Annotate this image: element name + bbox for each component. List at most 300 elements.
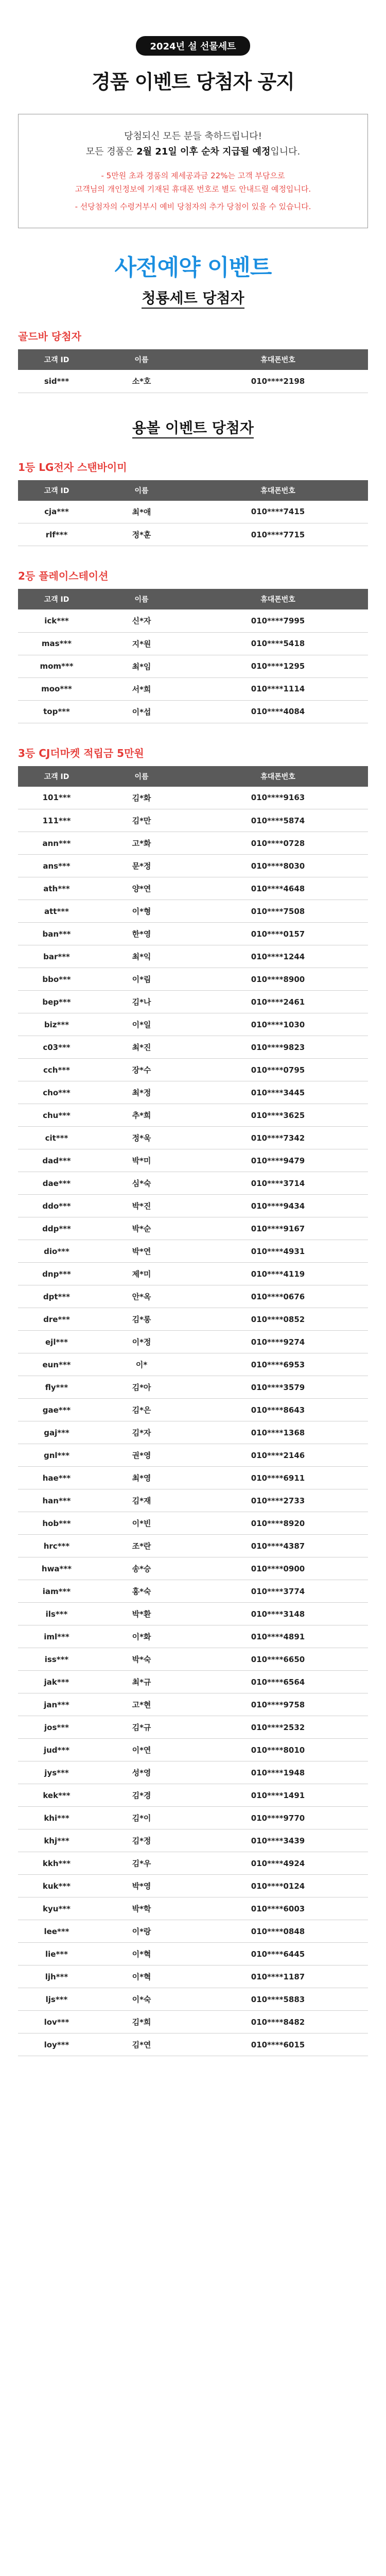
cell-id: iam*** (18, 1580, 95, 1603)
cell-phone: 010****3579 (188, 1376, 368, 1399)
table-row (18, 501, 368, 523)
cell-id: ann*** (18, 832, 95, 855)
notice-caution1a: - 5만원 초과 경품의 제세공과금 22%는 고객 부담으로 (101, 171, 285, 180)
cell-phone: 010****2733 (188, 1489, 368, 1512)
table-row (18, 1943, 368, 1965)
cell-name: 장*수 (95, 1059, 188, 1081)
cell-name: 박*진 (95, 1195, 188, 1217)
cell-id: 111*** (18, 809, 95, 832)
cell-id: iml*** (18, 1625, 95, 1648)
cell-phone: 010****0124 (188, 1875, 368, 1897)
cell-name: 심*숙 (95, 1172, 188, 1195)
notice-caution2: - 선당첨자의 수령거부시 예비 당첨자의 추가 당첨이 있을 수 있습니다. (75, 202, 311, 211)
table-row (18, 877, 368, 900)
cell-name: 추*희 (95, 1104, 188, 1127)
cell-name: 김*연 (95, 2033, 188, 2056)
cell-id: ick*** (18, 609, 95, 632)
notice-line2 (29, 144, 357, 160)
cell-name: 김*정 (95, 1829, 188, 1852)
cell-name: 소*호 (95, 370, 188, 393)
header-name: 이름 (134, 772, 149, 781)
header-name: 이름 (134, 596, 149, 604)
cell-name: 안*옥 (95, 1285, 188, 1308)
cell-phone: 010****9758 (188, 1693, 368, 1716)
table-row (18, 1308, 368, 1331)
group-label: 골드바 당첨자 (18, 330, 81, 343)
table-row (18, 855, 368, 877)
cell-phone: 010****9167 (188, 1217, 368, 1240)
cell-phone: 010****8030 (188, 855, 368, 877)
cell-id: iss*** (18, 1648, 95, 1671)
table-row (18, 1648, 368, 1671)
cell-name: 지*원 (95, 632, 188, 655)
cell-id: ans*** (18, 855, 95, 877)
cell-id: dpt*** (18, 1285, 95, 1308)
cell-id: ljh*** (18, 1965, 95, 1988)
table-row (18, 1716, 368, 1739)
table-row (18, 1875, 368, 1897)
cell-phone: 010****6911 (188, 1467, 368, 1489)
table-row (18, 1897, 368, 1920)
cell-name: 김*경 (95, 1784, 188, 1807)
table-row (18, 632, 368, 655)
cell-id: gae*** (18, 1399, 95, 1421)
cell-name: 최*진 (95, 1036, 188, 1059)
cell-phone: 010****1368 (188, 1421, 368, 1444)
cell-name: 최*익 (95, 945, 188, 968)
table-row (18, 1693, 368, 1716)
notice-line2-bold: 2월 21일 이후 순차 지급될 예정 (136, 146, 271, 157)
winners-table (18, 349, 368, 393)
table-row (18, 1807, 368, 1829)
table-row (18, 1557, 368, 1580)
cell-id: bep*** (18, 991, 95, 1013)
header-id: 고객 ID (44, 772, 69, 781)
section2-groups (0, 459, 386, 2057)
cell-name: 김*만 (95, 809, 188, 832)
table-row (18, 945, 368, 968)
cell-id: loy*** (18, 2033, 95, 2056)
cell-phone: 010****5883 (188, 1988, 368, 2011)
table-row (18, 1013, 368, 1036)
cell-id: mom*** (18, 655, 95, 677)
cell-name: 박*영 (95, 1875, 188, 1897)
header-phone: 휴대폰번호 (260, 772, 295, 781)
header-name: 이름 (134, 356, 149, 364)
notice-caution1 (29, 169, 357, 196)
cell-name: 이*형 (95, 900, 188, 923)
cell-phone: 010****8482 (188, 2011, 368, 2033)
header-id: 고객 ID (44, 356, 69, 364)
cell-id: bar*** (18, 945, 95, 968)
cell-name: 김*은 (95, 1399, 188, 1421)
cell-phone: 010****4648 (188, 877, 368, 900)
table-row (18, 1104, 368, 1127)
cell-name: 이*빈 (95, 1512, 188, 1535)
cell-phone: 010****2532 (188, 1716, 368, 1739)
cell-id: khj*** (18, 1829, 95, 1852)
cell-phone: 010****8643 (188, 1399, 368, 1421)
cell-name: 송*승 (95, 1557, 188, 1580)
table-row (18, 1920, 368, 1943)
cell-name: 박*미 (95, 1149, 188, 1172)
cell-phone: 010****0848 (188, 1920, 368, 1943)
cell-name: 이*정 (95, 1331, 188, 1353)
winners-table (18, 480, 368, 547)
cell-phone: 010****3445 (188, 1081, 368, 1104)
table-row (18, 1829, 368, 1852)
table-row (18, 1739, 368, 1761)
cell-id: ljs*** (18, 1988, 95, 2011)
cell-name: 박*환 (95, 1603, 188, 1625)
cell-phone: 010****2198 (188, 370, 368, 393)
cell-phone: 010****3439 (188, 1829, 368, 1852)
table-row (18, 832, 368, 855)
cell-id: dnp*** (18, 1263, 95, 1285)
cell-name: 최*규 (95, 1671, 188, 1693)
header-name: 이름 (134, 486, 149, 495)
cell-name: 이*숙 (95, 1988, 188, 2011)
cell-name: 김*나 (95, 991, 188, 1013)
table-row (18, 1399, 368, 1421)
cell-id: rlf*** (18, 523, 95, 546)
table-row (18, 1988, 368, 2011)
cell-phone: 010****1295 (188, 655, 368, 677)
table-row (18, 1421, 368, 1444)
cell-phone: 010****7342 (188, 1127, 368, 1149)
cell-id: jan*** (18, 1693, 95, 1716)
cell-name: 김*화 (95, 787, 188, 809)
section1-groups (0, 328, 386, 393)
cell-name: 이*일 (95, 1013, 188, 1036)
cell-id: dad*** (18, 1149, 95, 1172)
cell-name: 한*영 (95, 923, 188, 945)
cell-phone: 010****4924 (188, 1852, 368, 1875)
cell-id: chu*** (18, 1104, 95, 1127)
cell-phone: 010****9770 (188, 1807, 368, 1829)
cell-name: 정*훈 (95, 523, 188, 546)
cell-phone: 010****4084 (188, 700, 368, 723)
cell-name: 박*연 (95, 1240, 188, 1263)
cell-phone: 010****6564 (188, 1671, 368, 1693)
cell-name: 고*화 (95, 832, 188, 855)
event-title: 사전예약 이벤트 (114, 255, 272, 281)
cell-id: 101*** (18, 787, 95, 809)
cell-name: 김*규 (95, 1716, 188, 1739)
cell-id: jak*** (18, 1671, 95, 1693)
cell-name: 이*림 (95, 968, 188, 991)
winners-table (18, 766, 368, 2057)
table-row (18, 1625, 368, 1648)
table-row (18, 1376, 368, 1399)
cell-name: 최*애 (95, 501, 188, 523)
cell-name: 이*섭 (95, 700, 188, 723)
cell-phone: 010****5874 (188, 809, 368, 832)
cell-id: kkh*** (18, 1852, 95, 1875)
header (0, 0, 386, 94)
cell-id: cho*** (18, 1081, 95, 1104)
cell-phone: 010****0676 (188, 1285, 368, 1308)
cell-name: 김*롱 (95, 1308, 188, 1331)
cell-phone: 010****2461 (188, 991, 368, 1013)
cell-id: ddp*** (18, 1217, 95, 1240)
cell-phone: 010****4931 (188, 1240, 368, 1263)
cell-id: han*** (18, 1489, 95, 1512)
cell-id: att*** (18, 900, 95, 923)
table-row (18, 2033, 368, 2056)
cell-id: hwa*** (18, 1557, 95, 1580)
cell-name: 이* (95, 1353, 188, 1376)
header-id: 고객 ID (44, 596, 69, 604)
table-row (18, 809, 368, 832)
cell-id: fly*** (18, 1376, 95, 1399)
cell-phone: 010****1187 (188, 1965, 368, 1988)
cell-name: 이*화 (95, 1625, 188, 1648)
cell-phone: 010****3774 (188, 1580, 368, 1603)
table-row (18, 1444, 368, 1467)
cell-phone: 010****1030 (188, 1013, 368, 1036)
cell-phone: 010****1244 (188, 945, 368, 968)
cell-phone: 010****7508 (188, 900, 368, 923)
cell-id: lie*** (18, 1943, 95, 1965)
cell-id: gnl*** (18, 1444, 95, 1467)
cell-phone: 010****0728 (188, 832, 368, 855)
group-label: 2등 플레이스테이션 (18, 570, 109, 582)
cell-name: 김*자 (95, 1421, 188, 1444)
cell-id: cja*** (18, 501, 95, 523)
cell-name: 김*아 (95, 1376, 188, 1399)
cell-id: top*** (18, 700, 95, 723)
cell-phone: 010****8900 (188, 968, 368, 991)
cell-name: 조*란 (95, 1535, 188, 1557)
cell-phone: 010****8010 (188, 1739, 368, 1761)
cell-phone: 010****7415 (188, 501, 368, 523)
cell-id: ejl*** (18, 1331, 95, 1353)
table-row (18, 923, 368, 945)
cell-id: eun*** (18, 1353, 95, 1376)
notice-line2-post: 입니다. (270, 146, 301, 157)
cell-phone: 010****1948 (188, 1761, 368, 1784)
cell-name: 김*이 (95, 1807, 188, 1829)
table-row (18, 1172, 368, 1195)
cell-id: dre*** (18, 1308, 95, 1331)
cell-name: 박*순 (95, 1217, 188, 1240)
cell-phone: 010****2146 (188, 1444, 368, 1467)
table-row (18, 1081, 368, 1104)
cell-phone: 010****9479 (188, 1149, 368, 1172)
cell-phone: 010****4387 (188, 1535, 368, 1557)
group-label: 1등 LG전자 스탠바이미 (18, 461, 127, 473)
cell-phone: 010****6650 (188, 1648, 368, 1671)
cell-id: ddo*** (18, 1195, 95, 1217)
table-header-row (18, 349, 368, 370)
table-header-row (18, 766, 368, 787)
header-phone: 휴대폰번호 (260, 356, 295, 364)
notice-caution1b: 고객님의 개인정보에 기재된 휴대폰 번호로 별도 안내드릴 예정입니다. (75, 184, 311, 194)
cell-phone: 010****9823 (188, 1036, 368, 1059)
cell-name: 최*임 (95, 655, 188, 677)
notice-box (18, 114, 368, 228)
event-badge: 2024년 설 선물세트 (136, 36, 251, 56)
table-row (18, 991, 368, 1013)
table-row (18, 1489, 368, 1512)
table-row (18, 1127, 368, 1149)
cell-id: ban*** (18, 923, 95, 945)
table-row (18, 1331, 368, 1353)
cell-name: 김*우 (95, 1852, 188, 1875)
cell-phone: 010****4119 (188, 1263, 368, 1285)
table-row (18, 609, 368, 632)
table-row (18, 1671, 368, 1693)
cell-phone: 010****6953 (188, 1353, 368, 1376)
table-row (18, 523, 368, 546)
header-phone: 휴대폰번호 (260, 596, 295, 604)
cell-id: lov*** (18, 2011, 95, 2033)
cell-phone: 010****8920 (188, 1512, 368, 1535)
group-label: 3등 CJ더마켓 적립금 5만원 (18, 747, 144, 759)
cell-phone: 010****0900 (188, 1557, 368, 1580)
table-row (18, 2011, 368, 2033)
table-row (18, 1240, 368, 1263)
cell-phone: 010****9163 (188, 787, 368, 809)
table-row (18, 1535, 368, 1557)
cell-phone: 010****1491 (188, 1784, 368, 1807)
cell-name: 이*랑 (95, 1920, 188, 1943)
notice-line1: 당첨되신 모든 분들 축하드립니다! (124, 131, 262, 142)
cell-name: 양*연 (95, 877, 188, 900)
page-title: 경품 이벤트 당첨자 공지 (92, 71, 294, 93)
cell-name: 이*혁 (95, 1943, 188, 1965)
table-row (18, 1467, 368, 1489)
cell-phone: 010****1114 (188, 677, 368, 700)
table-row (18, 1285, 368, 1308)
cell-phone: 010****7715 (188, 523, 368, 546)
cell-id: kyu*** (18, 1897, 95, 1920)
cell-phone: 010****6445 (188, 1943, 368, 1965)
header-id: 고객 ID (44, 486, 69, 495)
table-row (18, 900, 368, 923)
cell-name: 최*정 (95, 1081, 188, 1104)
cell-name: 제*미 (95, 1263, 188, 1285)
table-row (18, 700, 368, 723)
table-row (18, 1512, 368, 1535)
table-row (18, 1036, 368, 1059)
table-row (18, 655, 368, 677)
cell-phone: 010****9274 (188, 1331, 368, 1353)
table-row (18, 1784, 368, 1807)
cell-id: mas*** (18, 632, 95, 655)
table-row (18, 1603, 368, 1625)
cell-name: 서*희 (95, 677, 188, 700)
cell-id: ath*** (18, 877, 95, 900)
cell-id: jys*** (18, 1761, 95, 1784)
cell-phone: 010****0852 (188, 1308, 368, 1331)
cell-id: gaj*** (18, 1421, 95, 1444)
winners-table (18, 589, 368, 723)
cell-id: hob*** (18, 1512, 95, 1535)
cell-name: 이*혁 (95, 1965, 188, 1988)
cell-id: khi*** (18, 1807, 95, 1829)
cell-id: biz*** (18, 1013, 95, 1036)
cell-id: kuk*** (18, 1875, 95, 1897)
table-row (18, 1263, 368, 1285)
cell-phone: 010****3625 (188, 1104, 368, 1127)
table-row (18, 1059, 368, 1081)
section1-subtitle (0, 287, 386, 308)
cell-phone: 010****9434 (188, 1195, 368, 1217)
table-row (18, 968, 368, 991)
notice-line2-pre: 모든 경품은 (85, 146, 137, 157)
cell-phone: 010****5418 (188, 632, 368, 655)
cell-name: 김*재 (95, 1489, 188, 1512)
cell-name: 박*숙 (95, 1648, 188, 1671)
table-row (18, 370, 368, 393)
cell-name: 홍*숙 (95, 1580, 188, 1603)
section2-subtitle-text: 용볼 이벤트 당첨자 (132, 419, 254, 438)
cell-name: 최*영 (95, 1467, 188, 1489)
cell-id: lee*** (18, 1920, 95, 1943)
cell-phone: 010****0157 (188, 923, 368, 945)
cell-phone: 010****3148 (188, 1603, 368, 1625)
table-row (18, 677, 368, 700)
section2-subtitle (0, 417, 386, 437)
cell-phone: 010****7995 (188, 609, 368, 632)
cell-id: jud*** (18, 1739, 95, 1761)
cell-name: 권*영 (95, 1444, 188, 1467)
cell-phone: 010****6015 (188, 2033, 368, 2056)
notice-congrats (29, 129, 357, 160)
table-row (18, 1852, 368, 1875)
cell-id: ils*** (18, 1603, 95, 1625)
cell-name: 김*희 (95, 2011, 188, 2033)
cell-id: dae*** (18, 1172, 95, 1195)
cell-id: kek*** (18, 1784, 95, 1807)
table-row (18, 1353, 368, 1376)
cell-name: 성*영 (95, 1761, 188, 1784)
cell-name: 박*학 (95, 1897, 188, 1920)
cell-name: 신*자 (95, 609, 188, 632)
cell-id: hae*** (18, 1467, 95, 1489)
cell-id: dio*** (18, 1240, 95, 1263)
cell-name: 정*욱 (95, 1127, 188, 1149)
table-row (18, 1965, 368, 1988)
cell-phone: 010****3714 (188, 1172, 368, 1195)
cell-id: jos*** (18, 1716, 95, 1739)
cell-name: 문*정 (95, 855, 188, 877)
cell-id: bbo*** (18, 968, 95, 991)
table-row (18, 787, 368, 809)
cell-phone: 010****6003 (188, 1897, 368, 1920)
table-row (18, 1580, 368, 1603)
cell-id: c03*** (18, 1036, 95, 1059)
section1-subtitle-text: 청룡세트 당첨자 (142, 290, 244, 309)
cell-name: 이*연 (95, 1739, 188, 1761)
cell-name: 고*현 (95, 1693, 188, 1716)
cell-phone: 010****4891 (188, 1625, 368, 1648)
header-phone: 휴대폰번호 (260, 486, 295, 495)
table-header-row (18, 480, 368, 501)
cell-id: sid*** (18, 370, 95, 393)
cell-id: cch*** (18, 1059, 95, 1081)
table-row (18, 1761, 368, 1784)
table-row (18, 1195, 368, 1217)
table-header-row (18, 589, 368, 609)
table-row (18, 1217, 368, 1240)
cell-id: moo*** (18, 677, 95, 700)
table-row (18, 1149, 368, 1172)
cell-phone: 010****0795 (188, 1059, 368, 1081)
cell-id: cit*** (18, 1127, 95, 1149)
